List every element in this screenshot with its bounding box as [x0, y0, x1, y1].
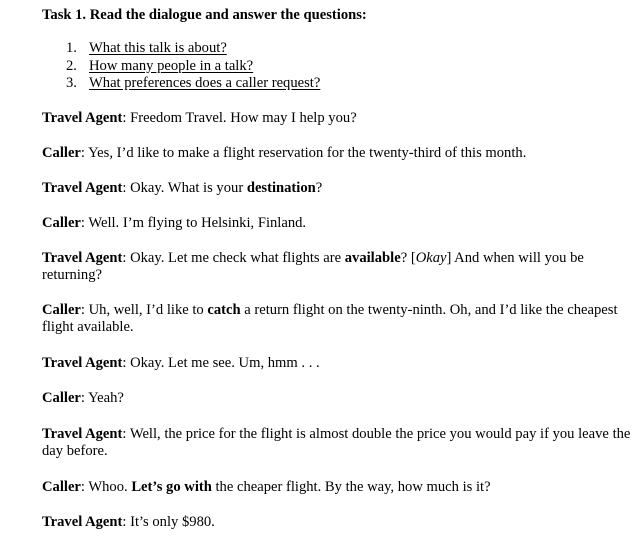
dialogue-line: [42, 426, 632, 460]
separator: :: [122, 250, 131, 266]
dialogue-line: [42, 110, 632, 127]
utterance-part: the cheaper flight. By the way, how much is it?: [211, 479, 491, 495]
utterance: Well, the price for the flight is almost double the price you would pay if you leave the day before.: [42, 426, 631, 459]
utterance: Okay. Let me see. Um, hmm . . .: [130, 355, 320, 371]
separator: :: [122, 355, 131, 371]
question-number: 1.: [66, 40, 77, 56]
question-item: [66, 40, 320, 58]
question-item: [66, 75, 320, 93]
separator: :: [80, 390, 89, 406]
dialogue-line: [42, 390, 632, 407]
speaker-name: Caller: [42, 215, 81, 231]
utterance-part: ?: [315, 180, 323, 196]
question-list: [66, 40, 320, 93]
utterance-part: ] And when will you be returning?: [42, 250, 584, 283]
separator: :: [80, 302, 89, 318]
keyword: Let’s go with: [131, 479, 212, 495]
speaker-name: Caller: [42, 479, 81, 495]
utterance-part: a return flight on the twenty-ninth. Oh, and I’d like the cheapest flight available.: [42, 302, 618, 335]
task-title: Task 1. Read the dialogue and answer the questions:: [42, 7, 367, 23]
speaker-name: Caller: [42, 390, 81, 406]
separator: :: [122, 180, 131, 196]
speaker-name: Travel Agent: [42, 250, 123, 266]
utterance-part: Whoo.: [88, 479, 132, 495]
speaker-name: Travel Agent: [42, 514, 123, 530]
utterance-part: Uh, well, I’d like to: [88, 302, 208, 318]
dialogue-line: [42, 180, 632, 197]
speaker-name: Travel Agent: [42, 355, 123, 371]
question-number: 2.: [66, 57, 77, 74]
keyword: available: [344, 250, 401, 266]
speaker-name: Caller: [42, 302, 81, 318]
dialogue-line: [42, 250, 632, 284]
utterance-part: Okay. Let me check what flights are: [130, 250, 345, 266]
keyword: destination: [246, 180, 316, 196]
separator: :: [122, 110, 131, 126]
utterance-part: Okay. What is your: [130, 180, 247, 196]
separator: :: [80, 215, 89, 231]
utterance: Yeah?: [88, 390, 124, 406]
question-text: What this talk is about?: [89, 40, 227, 56]
utterance-part: ? [: [400, 250, 416, 266]
separator: :: [122, 514, 131, 530]
dialogue-line: [42, 215, 632, 232]
dialogue-line: [42, 145, 632, 162]
utterance: Yes, I’d like to make a flight reservation for the twenty-third of this month.: [88, 145, 527, 161]
dialogue-line: [42, 514, 632, 531]
question-item: [66, 58, 320, 76]
dialogue-line: [42, 355, 632, 372]
speaker-name: Caller: [42, 145, 81, 161]
question-number: 3.: [66, 75, 77, 91]
separator: :: [80, 145, 89, 161]
keyword: catch: [207, 302, 241, 318]
italic-aside: Okay: [415, 250, 447, 266]
question-text: What preferences does a caller request?: [89, 75, 321, 91]
speaker-name: Travel Agent: [42, 180, 123, 196]
dialogue-line: [42, 479, 632, 496]
separator: :: [122, 426, 130, 442]
separator: :: [80, 479, 89, 495]
speaker-name: Travel Agent: [42, 110, 123, 126]
utterance: Well. I’m flying to Helsinki, Finland.: [88, 215, 307, 231]
dialogue-line: [42, 302, 632, 336]
question-text: How many people in a talk?: [89, 57, 254, 74]
speaker-name: Travel Agent: [42, 426, 123, 442]
utterance: Freedom Travel. How may I help you?: [130, 110, 357, 126]
utterance: It’s only $980.: [130, 514, 215, 530]
